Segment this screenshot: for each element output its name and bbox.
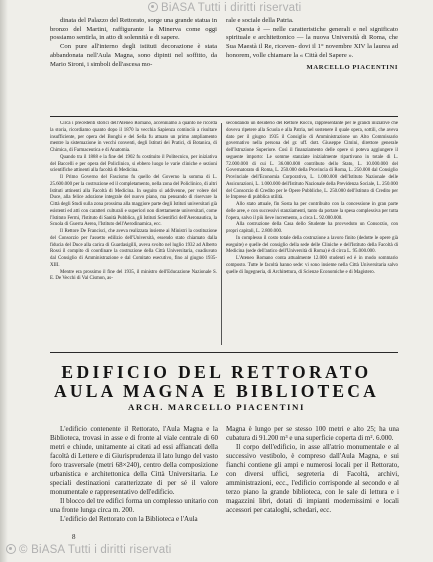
- paragraph: Il blocco del tre edifici forma un complesso unitario con una fronte lunga circa m. 200.: [50, 497, 218, 514]
- top-right-column: [226, 17, 398, 113]
- mid-left-column: [50, 121, 217, 347]
- paragraph: Il Primo Governo del Fascismo fu quello del Governo la somma di L. 25.600.000 per la costruzione ed il completamento, nella zona del Policlinico, di altri Istituti attinenti alla Facoltà di Medicina. In seguito si addivenne, per volere del Duce, alla felice adozione integrale del nuovo piano, ma pensando di riservare la Città degli Studi sulla zona prossima alla maggiore parte degli Istituti universitari già esistenti ed atti con caratteri culturali e superiori non direttamente universitari, come l'Istituto Fermi, l'Istituto di Sanità Pubblica, gli Istituti Scientifici dell'Aeronautica, la Scuola di Guerra Aerea, l'Istituto dell'Aerodinamica, ecc.: [50, 175, 217, 228]
- section-divider: [50, 352, 398, 353]
- column-divider: [221, 123, 222, 345]
- paragraph: rale e sociale della Patria.: [226, 17, 294, 24]
- watermark-top-text: BiASA Tutti i diritti riservati: [161, 2, 302, 14]
- article-byline: ARCH. MARCELLO PIACENTINI: [127, 402, 306, 412]
- binding-shadow: [0, 0, 8, 562]
- paragraph: L'Ateneo Romano conta attualmente 12.000 studenti ed è in modo sommario composto. Tutte le facoltà hanno sede: vi sono insieme nella Città Universitaria salvo quelle di Ingegneria, di Architettura, di Scienze Economiche e di Magistero.: [226, 256, 398, 275]
- article-title-line-2: AULA MAGNA E BIBLIOTECA: [54, 381, 379, 401]
- watermark-bottom-text: © BiASA Tutti i diritti riservati: [19, 544, 172, 556]
- paragraph: Circa i precedenti storici dell'Ateneo Romano, accenniamo a quanto ne ricorda la storia, ricordiamo quanto dopo il 1870 la vecchia Sapienza cominciò a risultare insufficiente, per opera del Bonghi e del Sella fu attuato un primo ampliamento mentre la sistemazione in vecchi conventi, degli Istituti dei Pratici, di Botanica, di Chimica, di Farmaceutica e di Anatomia.: [50, 121, 217, 153]
- paragraph: Con pure all'interno degli istituti decorazione è stata abbandonata nell'Aula Magna, sono dipinti nel soffitto, da Mario Sironi, i simboli dell'ascesa mo-: [50, 43, 217, 68]
- watermark-logo-icon: [148, 2, 158, 12]
- page-number: 8: [72, 533, 76, 541]
- paragraph: secondando un desiderio del Rettore Rocco, rappresentante per le grandi iniziative che doveva ripetere alla Scuola e alla Patria, nel sostenere il quale opera, sottili, che aveva dato per il giugno 1935 il Consiglio di Amministrazione un Alto Commissario governativo nella persona del gr. uff. dott. Giuseppe Cimini, direttore generale dell'Istruzione Superiore. Così il finanziamento delle opere si poteva aggiungere il seguente importo: Le somme stanziate inizialmente ripartivano in totale di L. 72.000.000 di cui L. 36.000.000 contributo dello Stato, L. 10.000.000 del Governatorato di Roma, L. 250.000 della Provincia di Roma, L. 250.000 dal Consiglio Provinciale dell'Economia Corporativa, L. 1.000.000 dell'Istituto Nazionale delle Assicurazioni, L. 1.000.000 dell'Istituto Nazionale della Previdenza Sociale, L. 250.000 del Consorzio di Credito per le Opere Pubbliche, L. 250.000 dell'Istituto di Credito per le Imprese di pubblica utilità.: [226, 121, 398, 201]
- paragraph: Mentre era prossimo il fine del 1935, il ministro dell'Educazione Nazionale S. E. De Vecchi di Val Cismon, as-: [50, 269, 217, 282]
- watermark-bottom: [6, 544, 171, 556]
- paragraph: Il Rettore De Francisci, che aveva realizzata insieme ai Ministri la costituzione del Consorzio per l'assetto edilizio dell'Università, essendo stato chiamato dalla fiducia del Duce alla carica di Guardasigilli, aveva svolto nel luglio 1932 ad Alberto Rossi il compito di coordinare la costruzione della Città Universitaria, coadiuvato dal Consiglio di Amministrazione e dal Comitato esecutivo, fino al giugno 1935-XIII.: [50, 229, 217, 268]
- top-left-column: [50, 17, 217, 113]
- article-title-line-1: EDIFICIO DEL RETTORATO: [61, 362, 372, 382]
- mid-right-column: [226, 121, 398, 347]
- paragraph: Magna è lungo per se stesso 100 metri e alto 25; ha una cubatura di 91.200 m³ e una superficie coperta di m². 6.000.: [226, 425, 399, 442]
- watermark-top: [148, 2, 301, 14]
- paragraph: Allo stato attuale, fin Sosta ha per contribuito con la concessione in gran parte delle aree, e con successivi stanziamenti, tanto da portare la spesa complessiva per tutta l'opera, salvo il più lieve incremento, a circa L. 92.000.000.: [226, 202, 398, 221]
- paragraph: Alla costruzione della Casa dello Studente ha provveduto un Consorzio, con propri capitali, L. 2.800.000.: [226, 222, 398, 234]
- bottom-right-column: [226, 425, 399, 545]
- paragraph: L'edificio contenente il Rettorato, l'Aula Magna e la Biblioteca, trovasi in asse e di fronte al viale centrale di 60 metri e chiude, unitamente ai citati ad essi affiancati della facoltà di Lettere e di Giurisprudenza il lato lungo del vasto foro trasversale (metri 68×240), centro della composizione urbanistica e architettonica della Città Universitaria. Le speciali destinazioni caratterizzate di per sé il valore monumentale e rappresentativo dell'edificio.: [50, 425, 218, 496]
- section-divider: [50, 116, 398, 117]
- paragraph: Questa è — nelle caratteristiche generali e nel significato spirituale e architettonico — la nuova Università di Roma, che Sua Maestà il Re, riceven- dovi il 1° novembre XIV la laurea ad honorem, volle chiamare la « Città del Sapere ».: [226, 25, 398, 59]
- paragraph: dinata del Palazzo del Rettorato, sorge una grande statua in bronzo del Martini, raffigurante la Minerva come oggi possiamo sentirla, in atto di solennità e di sapere.: [50, 17, 217, 42]
- watermark-logo-icon: [6, 544, 16, 554]
- paragraph: In complesso il costo totale della costruzione a lavoro finito (dedotte le opere già eseguite) e quelle del consiglio della sede delle Cliniche e dell'Istituto della Facoltà di Medicina (sede dell'antico dell'Università di Roma) è di circa L. 95.000.000.: [226, 235, 398, 255]
- paragraph: L'edificio del Rettorato con la Biblioteca e l'Aula: [60, 515, 198, 523]
- bottom-left-column: [50, 425, 218, 533]
- paragraph: Il corpo dell'edificio, in asse all'atrio monumentale e al successivo vestibolo, è compreso dall'Aula Magna, e sui fianchi contiene gli ampi e numerosi locali per il Rettorato, con diversi uffici, segreteria di Facoltà, archivi, amministrazioni, ecc., l'edificio corrisponde al secondo e al terzo piano la grande biblioteca, con le sale di lettura e i magazzini libri, dotati di impianti modernissimi e locali accessori per cataloghi, schedari, ecc.: [226, 443, 399, 514]
- paragraph: Quando tra il 1888 e la fine del 1902 fu costituito il Politecnico, per iniziativa del Baccelli e per opera del Policlinico, si ebbero luogo le varie cliniche e sezioni scientifiche attinenti alla facoltà di Medicina.: [50, 154, 217, 174]
- author-signature: MARCELLO PIACENTINI: [306, 63, 398, 71]
